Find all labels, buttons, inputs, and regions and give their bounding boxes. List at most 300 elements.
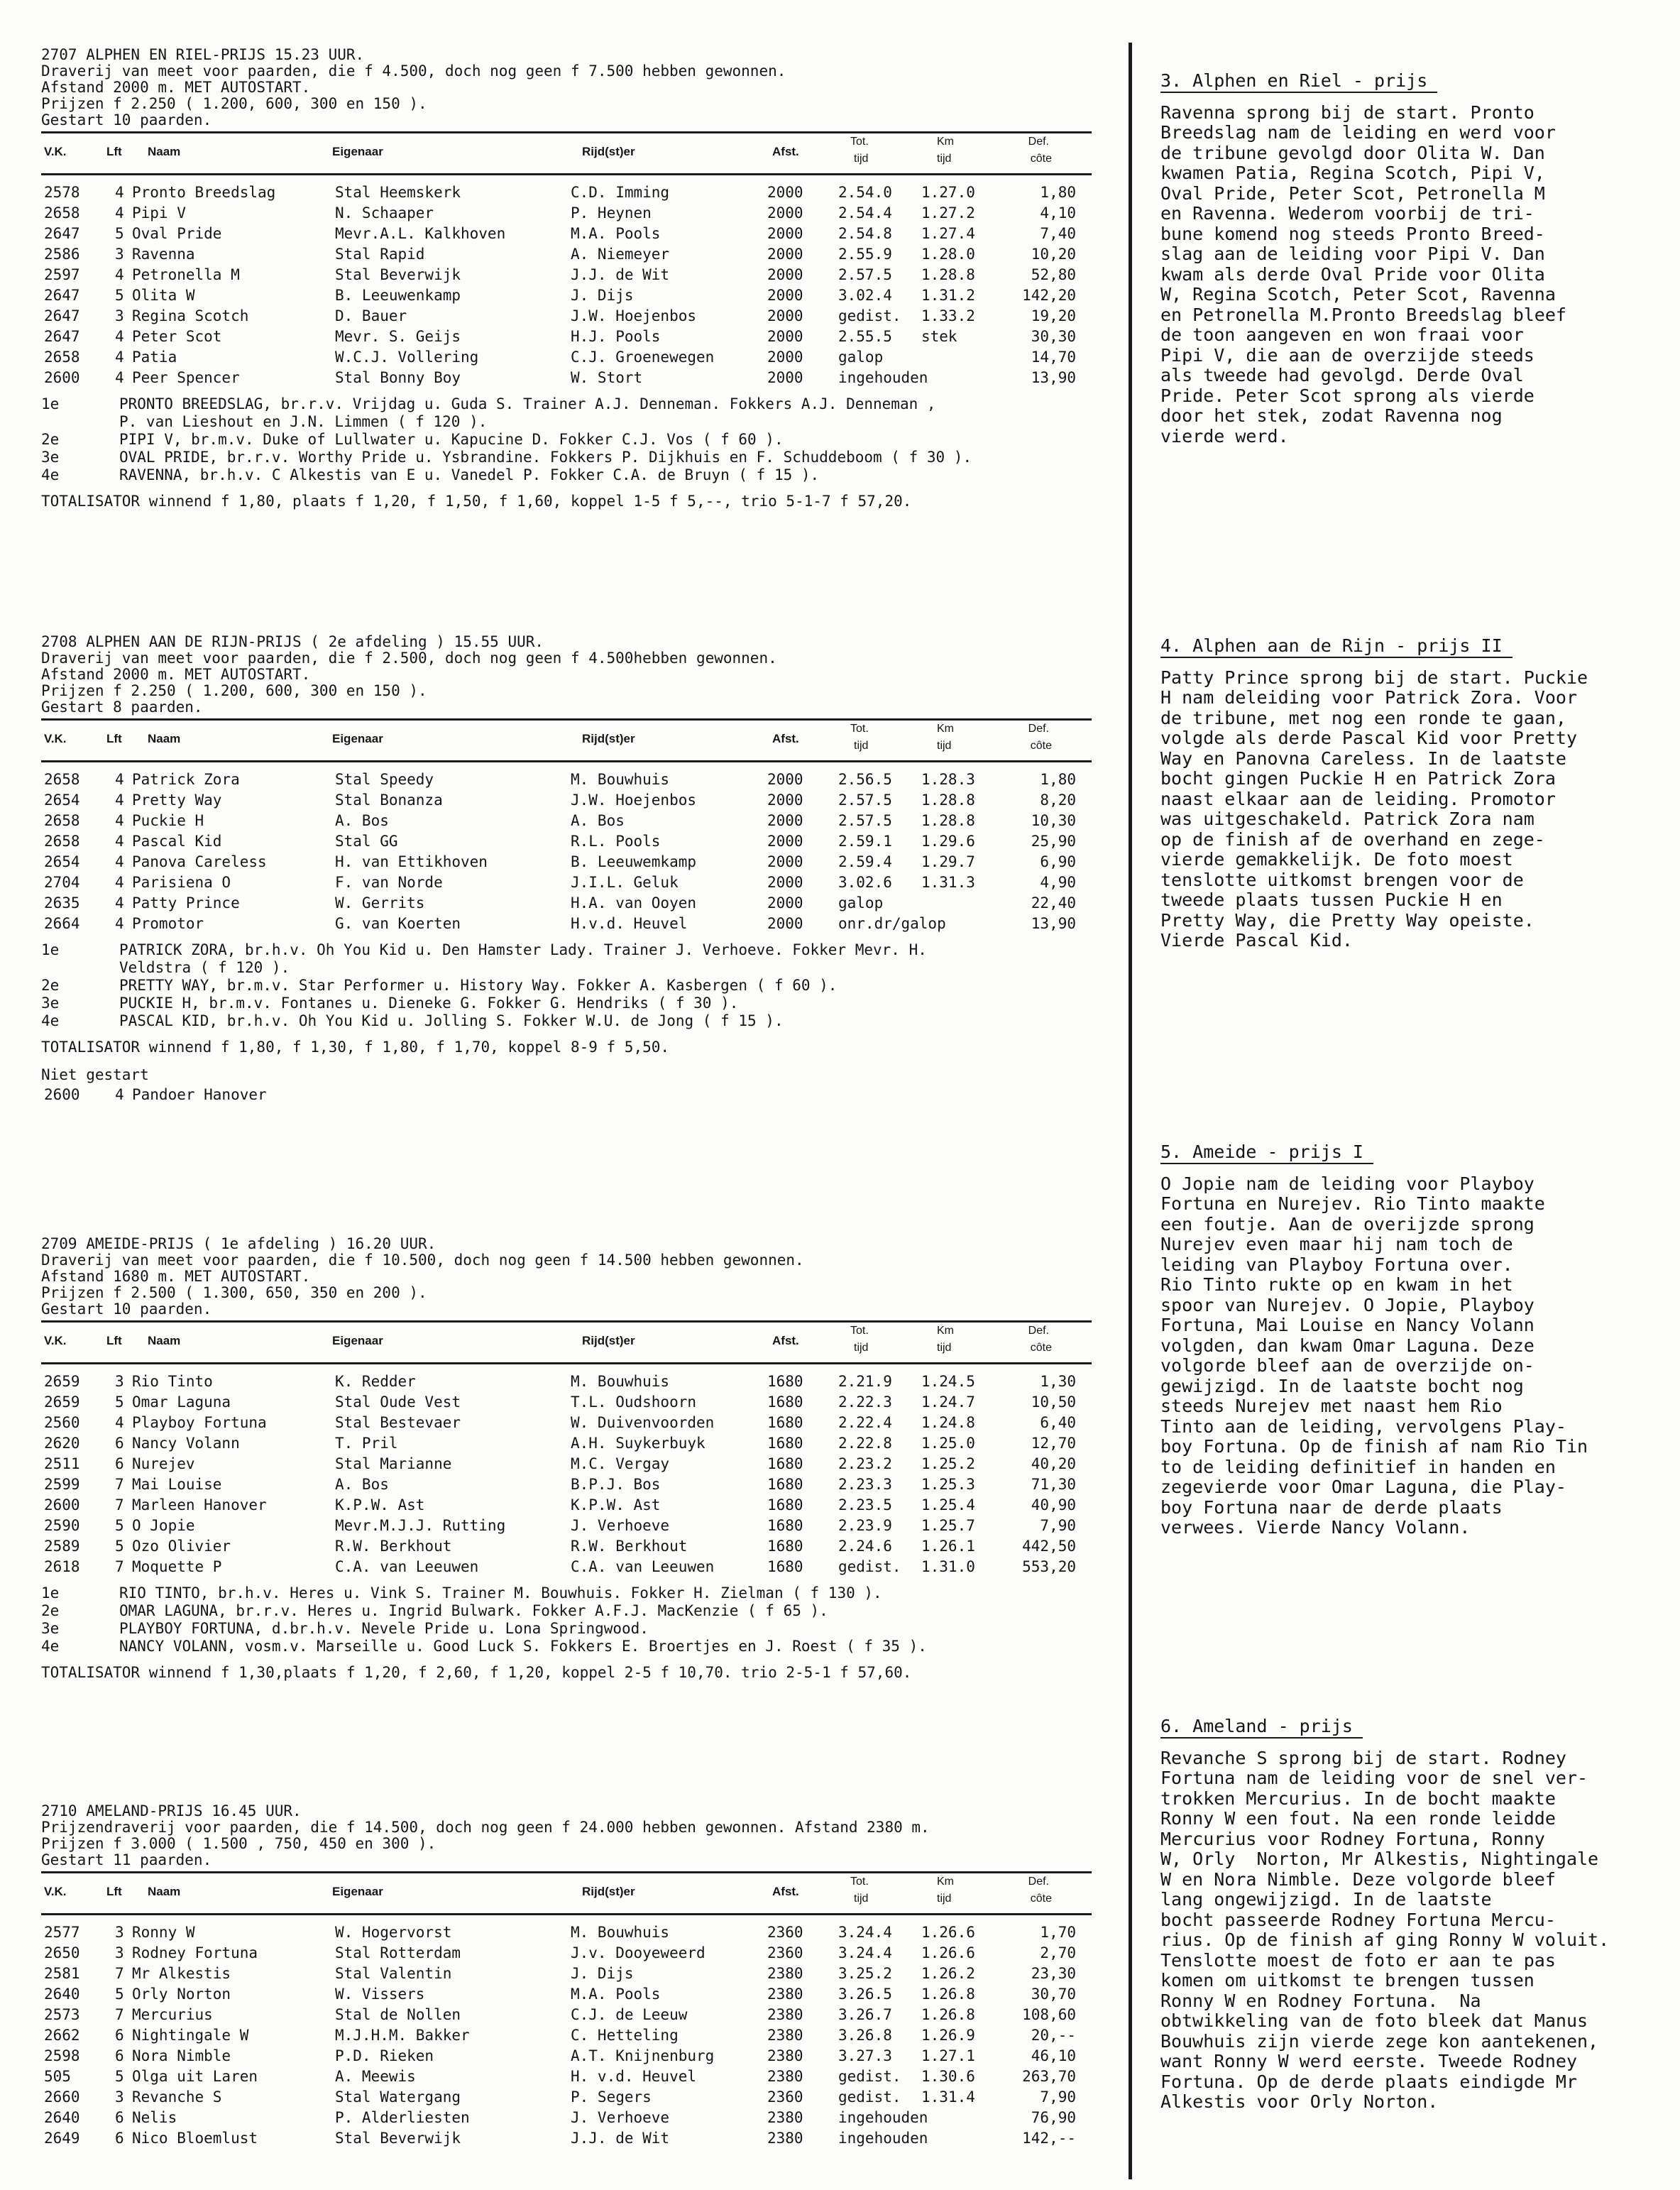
placing-position: 2e [41,977,60,994]
age-cell: 3 [115,2088,124,2106]
table-row [41,1392,1092,1413]
column-age: Lft [106,145,122,158]
owner-cell: Mevr. S. Geijs [335,328,461,345]
owner-cell: T. Pril [335,1435,398,1452]
horse-name-cell: Pandoer Hanover [132,1086,267,1103]
total-time-cell: 2.22.8 [838,1435,892,1452]
horse-name-cell: Patia [132,349,177,366]
report-line: Fortuna, Mai Louise en Nancy Volann [1160,1315,1534,1335]
race-header-line: Gestart 10 paarden. [41,1301,212,1318]
table-row [41,1536,1092,1557]
km-time-cell: 1.25.4 [921,1496,975,1513]
distance-cell: 2000 [767,833,803,850]
odds-cell: 40,20 [1031,1455,1076,1472]
km-time-cell: 1.31.3 [921,874,975,891]
report-line: spoor van Nurejev. O Jopie, Playboy [1160,1294,1534,1315]
placing-text: PIPI V, br.m.v. Duke of Lullwater u. Kapucine D. Fokker C.J. Vos ( f 60 ). [119,431,784,448]
race-header-line: Gestart 8 paarden. [41,699,203,716]
age-cell: 7 [115,1558,124,1575]
race-header-line: Prijzendraverij voor paarden, die f 14.500, doch nog geen f 24.000 hebben gewonnen. Afstand 2380 m. [41,1819,930,1836]
column-odds: Def. [1028,136,1049,148]
vk-cell: 2659 [44,1394,80,1411]
results-column [41,47,1092,2177]
vk-cell: 2647 [44,328,80,345]
owner-cell: Stal de Nollen [335,2006,461,2023]
distance-cell: 2000 [767,369,803,386]
age-cell: 6 [115,2109,124,2126]
km-time-cell: 1.25.7 [921,1517,975,1534]
horse-name-cell: Pascal Kid [132,833,222,850]
odds-cell: 442,50 [1022,1538,1076,1555]
vk-cell: 2650 [44,1944,80,1961]
horse-name-cell: Nurejev [132,1455,195,1472]
column-name: Naam [148,732,181,745]
owner-cell: Mevr.M.J.J. Rutting [335,1517,506,1534]
odds-cell: 7,40 [1040,225,1076,242]
report-line: boy Fortuna. Op de finish af nam Rio Tin [1160,1436,1588,1457]
driver-cell: A.T. Knijnenburg [571,2047,715,2064]
vk-cell: 2597 [44,266,80,283]
distance-cell: 1680 [767,1517,803,1534]
report-line: Pretty Way, die Pretty Way opeiste. [1160,909,1534,931]
odds-cell: 76,90 [1031,2109,1076,2126]
vk-cell: 2599 [44,1476,80,1493]
age-cell: 4 [115,771,124,788]
odds-cell: 1,80 [1040,771,1076,788]
age-cell: 4 [115,915,124,932]
odds-cell: 263,70 [1022,2068,1076,2085]
owner-cell: W.C.J. Vollering [335,349,479,366]
total-time-cell: 2.55.5 [838,328,892,345]
distance-cell: 2000 [767,771,803,788]
report-line: kwam als derde Oval Pride voor Olita [1160,263,1545,285]
odds-cell: 7,90 [1040,1517,1076,1534]
total-time-cell: 2.57.5 [838,812,892,829]
column-total-time-sub: tijd [854,1342,869,1354]
owner-cell: Mevr.A.L. Kalkhoven [335,225,506,242]
distance-cell: 2360 [767,2088,803,2106]
km-time-cell: 1.27.2 [921,204,975,221]
distance-cell: 2380 [767,2109,803,2126]
distance-cell: 2380 [767,2027,803,2044]
report-line: leiding van Playboy Fortuna over. [1160,1254,1513,1275]
results-table [41,1922,1092,2149]
placing-text: PRETTY WAY, br.m.v. Star Performer u. History Way. Fokker A. Kasbergen ( f 60 ). [119,977,838,994]
table-row [41,203,1092,224]
horse-name-cell: Peer Spencer [132,369,240,386]
odds-cell: 40,90 [1031,1496,1076,1513]
horse-name-cell: Playboy Fortuna [132,1414,267,1431]
placing-entry [41,1638,1092,1655]
driver-cell: C.D. Imming [571,184,670,201]
report-line: W, Orly Norton, Mr Alkestis, Nightingale [1160,1849,1599,1869]
total-time-cell: ingehouden [838,2109,928,2126]
driver-cell: M. Bouwhuis [571,1373,670,1390]
horse-name-cell: Rodney Fortuna [132,1944,258,1961]
report-line: Bouwhuis zijn vierde zege kon aantekenen, [1160,2030,1599,2052]
report-line: to de leiding definitief in handen en [1160,1456,1556,1477]
age-cell: 4 [115,853,124,870]
distance-cell: 2000 [767,204,803,221]
odds-cell: 142,20 [1022,287,1076,304]
vk-cell: 2658 [44,812,80,829]
report-line: boy Fortuna naar de derde plaats [1160,1496,1503,1518]
owner-cell: Stal Bonanza [335,792,443,809]
age-cell: 4 [115,894,124,911]
horse-name-cell: Petronella M [132,266,240,283]
column-odds-sub: côte [1030,1893,1052,1905]
driver-cell: H. v.d. Heuvel [571,2068,697,2085]
total-time-cell: 3.02.4 [838,287,892,304]
distance-cell: 1680 [767,1455,803,1472]
report-line: Fortuna en Nurejev. Rio Tinto maakte [1160,1193,1545,1214]
driver-cell: W. Duivenvoorden [571,1414,715,1431]
horse-name-cell: Nightingale W [132,2027,249,2044]
km-time-cell: 1.26.6 [921,1944,975,1961]
vk-cell: 505 [44,2068,71,2085]
age-cell: 3 [115,1944,124,1961]
age-cell: 4 [115,349,124,366]
owner-cell: Stal Rapid [335,246,425,263]
placing-position: 2e [41,431,60,448]
placings [41,941,1092,1030]
table-row [41,1557,1092,1577]
results-table [41,1372,1092,1577]
age-cell: 3 [115,246,124,263]
table-row [41,1922,1092,1943]
horse-name-cell: Panova Careless [132,853,267,870]
horse-name-cell: Pipi V [132,204,186,221]
km-time-cell: 1.24.7 [921,1394,975,1411]
report-line: W, Regina Scotch, Peter Scot, Ravenna [1160,284,1556,305]
report-line: een foutje. Aan de overijzde sprong [1160,1213,1534,1234]
horse-name-cell: Patty Prince [132,894,240,911]
column-km-time: Km [937,136,954,148]
table-row [41,790,1092,811]
table-row [41,327,1092,347]
column-vk: V.K. [44,145,67,158]
report-line: kwamen Patia, Regina Scotch, Pipi V, [1160,163,1545,183]
total-time-cell: 2.54.8 [838,225,892,242]
odds-cell: 20,-- [1031,2027,1076,2044]
driver-cell: H.A. van Ooyen [571,894,697,911]
report-title: 4. Alphen aan de Rijn - prijs II [1160,636,1512,658]
age-cell: 6 [115,2047,124,2064]
report-line: Pipi V, die aan de overzijde steeds [1160,344,1534,366]
placing-entry [41,449,1092,466]
table-header [41,718,1092,762]
distance-cell: 1680 [767,1476,803,1493]
owner-cell: Stal Bonny Boy [335,369,461,386]
placing-position: 3e [41,1620,60,1637]
total-time-cell: 2.22.4 [838,1414,892,1431]
vk-cell: 2586 [44,246,80,263]
vk-cell: 2598 [44,2047,80,2064]
distance-cell: 2380 [767,2047,803,2064]
age-cell: 5 [115,225,124,242]
column-km-time-sub: tijd [937,1893,952,1905]
table-row [41,811,1092,831]
driver-cell: J. Dijs [571,287,634,304]
not-started-row [41,1085,1092,1105]
table-row [41,368,1092,388]
column-owner: Eigenaar [332,1334,383,1347]
total-time-cell: 2.54.0 [838,184,892,201]
race-header-line: 2709 AMEIDE-PRIJS ( 1e afdeling ) 16.20 UUR. [41,1235,437,1252]
column-distance: Afst. [772,732,799,745]
placing-entry [41,466,1092,484]
table-row [41,1413,1092,1433]
table-row [41,2108,1092,2128]
table-row [41,852,1092,872]
odds-cell: 7,90 [1040,2088,1076,2106]
column-vk: V.K. [44,1334,67,1347]
race-header-line: Afstand 2000 m. MET AUTOSTART. [41,79,311,96]
km-time-cell: 1.31.2 [921,287,975,304]
odds-cell: 22,40 [1031,894,1076,911]
placing-entry [41,941,1092,977]
distance-cell: 2000 [767,328,803,345]
distance-cell: 2380 [767,1986,803,2003]
km-time-cell: 1.29.6 [921,833,975,850]
total-time-cell: gedist. [838,2088,901,2106]
horse-name-cell: Orly Norton [132,1986,231,2003]
report-line: verwees. Vierde Nancy Volann. [1160,1517,1471,1538]
distance-cell: 2000 [767,225,803,242]
odds-cell: 71,30 [1031,1476,1076,1493]
placing-position: 3e [41,449,60,466]
total-time-cell: 2.59.4 [838,853,892,870]
horse-name-cell: Regina Scotch [132,307,249,324]
report-line: steeds Nurejev met naast hem Rio [1160,1396,1503,1416]
report-line: de tribune, met nog een ronde te gaan, [1160,707,1566,728]
odds-cell: 30,70 [1031,1986,1076,2003]
owner-cell: Stal Bestevaer [335,1414,461,1431]
horse-name-cell: Parisiena O [132,874,231,891]
table-row [41,306,1092,327]
age-cell: 5 [115,1986,124,2003]
km-time-cell: 1.25.0 [921,1435,975,1452]
table-header [41,1320,1092,1364]
report-title: 5. Ameide - prijs I [1160,1142,1373,1164]
table-row [41,1454,1092,1474]
horse-name-cell: Rio Tinto [132,1373,213,1390]
vk-cell: 2573 [44,2006,80,2023]
driver-cell: M. Bouwhuis [571,771,670,788]
report-line: komen om uitkomst te brengen tussen [1160,1970,1534,1991]
table-row [41,1474,1092,1495]
report-line: de toon aangeven en won fraai voor [1160,324,1524,345]
table-row [41,1516,1092,1536]
km-time-cell: 1.26.1 [921,1538,975,1555]
horse-name-cell: Pretty Way [132,792,222,809]
placing-position: 4e [41,1012,60,1029]
driver-cell: R.W. Berkhout [571,1538,688,1555]
odds-cell: 25,90 [1031,833,1076,850]
driver-cell: B. Leeuwemkamp [571,853,697,870]
horse-name-cell: Peter Scot [132,328,222,345]
report-alphen-aan-de-rijn [1160,636,1650,951]
km-time-cell: 1.31.4 [921,2088,975,2106]
age-cell: 6 [115,2027,124,2044]
placing-position: 3e [41,995,60,1012]
owner-cell: Stal GG [335,833,398,850]
column-odds: Def. [1028,723,1049,735]
total-time-cell: 2.21.9 [838,1373,892,1390]
driver-cell: J.J. de Wit [571,2130,670,2147]
report-line: lang ongewijzigd. In de laatste [1160,1889,1492,1910]
owner-cell: W. Gerrits [335,894,425,911]
report-line: bocht gingen Puckie H en Patrick Zora [1160,768,1556,789]
horse-name-cell: Nora Nimble [132,2047,231,2064]
total-time-cell: 3.26.7 [838,2006,892,2023]
table-row [41,1495,1092,1516]
odds-cell: 23,30 [1031,1965,1076,1982]
column-total-time-sub: tijd [854,1893,869,1905]
age-cell: 5 [115,1538,124,1555]
owner-cell: Stal Heemskerk [335,184,461,201]
total-time-cell: gedist. [838,1558,901,1575]
total-time-cell: 2.56.5 [838,771,892,788]
odds-cell: 1,80 [1040,184,1076,201]
column-km-time: Km [937,1876,954,1888]
table-row [41,2128,1092,2149]
race-header-line: Gestart 11 paarden. [41,1851,212,1868]
vk-cell: 2654 [44,853,80,870]
vk-cell: 2581 [44,1965,80,1982]
age-cell: 3 [115,1924,124,1941]
odds-cell: 4,90 [1040,874,1076,891]
total-time-cell: galop [838,894,884,911]
report-line: was uitgeschakeld. Patrick Zora nam [1160,809,1534,829]
report-line: Mercurius voor Rodney Fortuna, Ronny [1160,1828,1545,1849]
driver-cell: H.v.d. Heuvel [571,915,688,932]
driver-cell: J.I.L. Geluk [571,874,679,891]
race-header-line: Draverij van meet voor paarden, die f 10.500, doch nog geen f 14.500 hebben gewonnen. [41,1252,804,1269]
report-line: Breedslag nam de leiding en werd voor [1160,122,1556,143]
report-line: rius. Op de finish af ging Ronny W voluit. [1160,1929,1610,1950]
report-line: Ronny W en Rodney Fortuna. Na [1160,1990,1481,2011]
report-line: Ravenna sprong bij de start. Pronto [1160,102,1534,123]
distance-cell: 1680 [767,1394,803,1411]
horse-name-cell: Nancy Volann [132,1435,240,1452]
distance-cell: 2360 [767,1944,803,1961]
age-cell: 4 [115,184,124,201]
owner-cell: F. van Norde [335,874,443,891]
total-time-cell: ingehouden [838,369,928,386]
report-line: bocht passeerde Rodney Fortuna Mercu- [1160,1909,1556,1930]
km-time-cell: 1.31.0 [921,1558,975,1575]
totalisator-line: TOTALISATOR winnend f 1,80, plaats f 1,20, f 1,50, f 1,60, koppel 1-5 f 5,--, trio 5-1-7 f 57,20. [41,493,912,510]
owner-cell: Stal Rotterdam [335,1944,461,1961]
table-row [41,2005,1092,2025]
report-line: trokken Mercurius. In de bocht maakte [1160,1787,1556,1809]
total-time-cell: 3.26.8 [838,2027,892,2044]
placing-text: PLAYBOY FORTUNA, d.br.h.v. Nevele Pride u. Lona Springwood. [119,1620,649,1637]
placing-text: OVAL PRIDE, br.r.v. Worthy Pride u. Ysbrandine. Fokkers P. Dijkhuis en F. Schuddeboom ( f 30 ). [119,449,972,466]
odds-cell: 19,20 [1031,307,1076,324]
owner-cell: A. Bos [335,812,389,829]
owner-cell: Stal Oude Vest [335,1394,461,1411]
owner-cell: A. Bos [335,1476,389,1493]
report-alphen-en-riel [1160,71,1650,447]
vk-cell: 2577 [44,1924,80,1941]
report-line: Vierde Pascal Kid. [1160,930,1353,951]
report-line: volgde als derde Pascal Kid voor Pretty [1160,728,1577,748]
km-time-cell: 1.33.2 [921,307,975,324]
age-cell: 4 [115,369,124,386]
vk-cell: 2658 [44,349,80,366]
odds-cell: 13,90 [1031,915,1076,932]
age-cell: 6 [115,1435,124,1452]
totalisator-line: TOTALISATOR winnend f 1,80, f 1,30, f 1,80, f 1,70, koppel 8-9 f 5,50. [41,1039,670,1056]
report-line: zegevierde voor Omar Laguna, die Play- [1160,1477,1566,1497]
race-2708 [41,634,1092,1105]
column-age: Lft [106,732,122,745]
vk-cell: 2600 [44,369,80,386]
total-time-cell: 3.24.4 [838,1944,892,1961]
horse-name-cell: Ravenna [132,246,195,263]
distance-cell: 2000 [767,915,803,932]
age-cell: 4 [115,1086,124,1103]
driver-cell: J.W. Hoejenbos [571,307,697,324]
driver-cell: A. Niemeyer [571,246,670,263]
race-header-line: 2710 AMELAND-PRIJS 16.45 UUR. [41,1802,302,1819]
table-header [41,131,1092,175]
report-line: W en Nora Nimble. Deze volgorde bleef [1160,1868,1556,1890]
age-cell: 7 [115,2006,124,2023]
table-row [41,831,1092,852]
table-row [41,244,1092,265]
driver-cell: J.J. de Wit [571,266,670,283]
driver-cell: A. Bos [571,812,625,829]
table-row [41,224,1092,244]
column-driver: Rijd(st)er [582,145,635,158]
driver-cell: M.C. Vergay [571,1455,670,1472]
vk-cell: 2659 [44,1373,80,1390]
km-time-cell: 1.28.3 [921,771,975,788]
driver-cell: R.L. Pools [571,833,661,850]
column-km-time-sub: tijd [937,1342,952,1354]
report-line: H nam deleiding voor Patrick Zora. Voor [1160,687,1577,708]
vk-cell: 2658 [44,771,80,788]
horse-name-cell: Ronny W [132,1924,195,1941]
table-row [41,2046,1092,2066]
placing-position: 2e [41,1602,60,1619]
report-line: Revanche S sprong bij de start. Rodney [1160,1747,1566,1768]
driver-cell: J. Verhoeve [571,2109,670,2126]
vk-cell: 2640 [44,2109,80,2126]
report-title: 6. Ameland - prijs [1160,1717,1363,1739]
km-time-cell: 1.26.8 [921,1986,975,2003]
owner-cell: Stal Beverwijk [335,2130,461,2147]
table-row [41,1372,1092,1392]
vk-cell: 2662 [44,2027,80,2044]
column-age: Lft [106,1334,122,1347]
km-time-cell: 1.28.8 [921,266,975,283]
report-line: volgden, dan kwam Omar Laguna. Deze [1160,1335,1534,1356]
report-line: naast elkaar aan de leiding. Promotor [1160,788,1556,809]
race-header-line: Afstand 2000 m. MET AUTOSTART. [41,666,311,683]
odds-cell: 1,70 [1040,1924,1076,1941]
distance-cell: 2380 [767,2006,803,2023]
total-time-cell: 2.59.1 [838,833,892,850]
horse-name-cell: Oval Pride [132,225,222,242]
odds-cell: 46,10 [1031,2047,1076,2064]
placing-entry [41,1012,1092,1030]
vk-cell: 2647 [44,287,80,304]
vk-cell: 2654 [44,792,80,809]
